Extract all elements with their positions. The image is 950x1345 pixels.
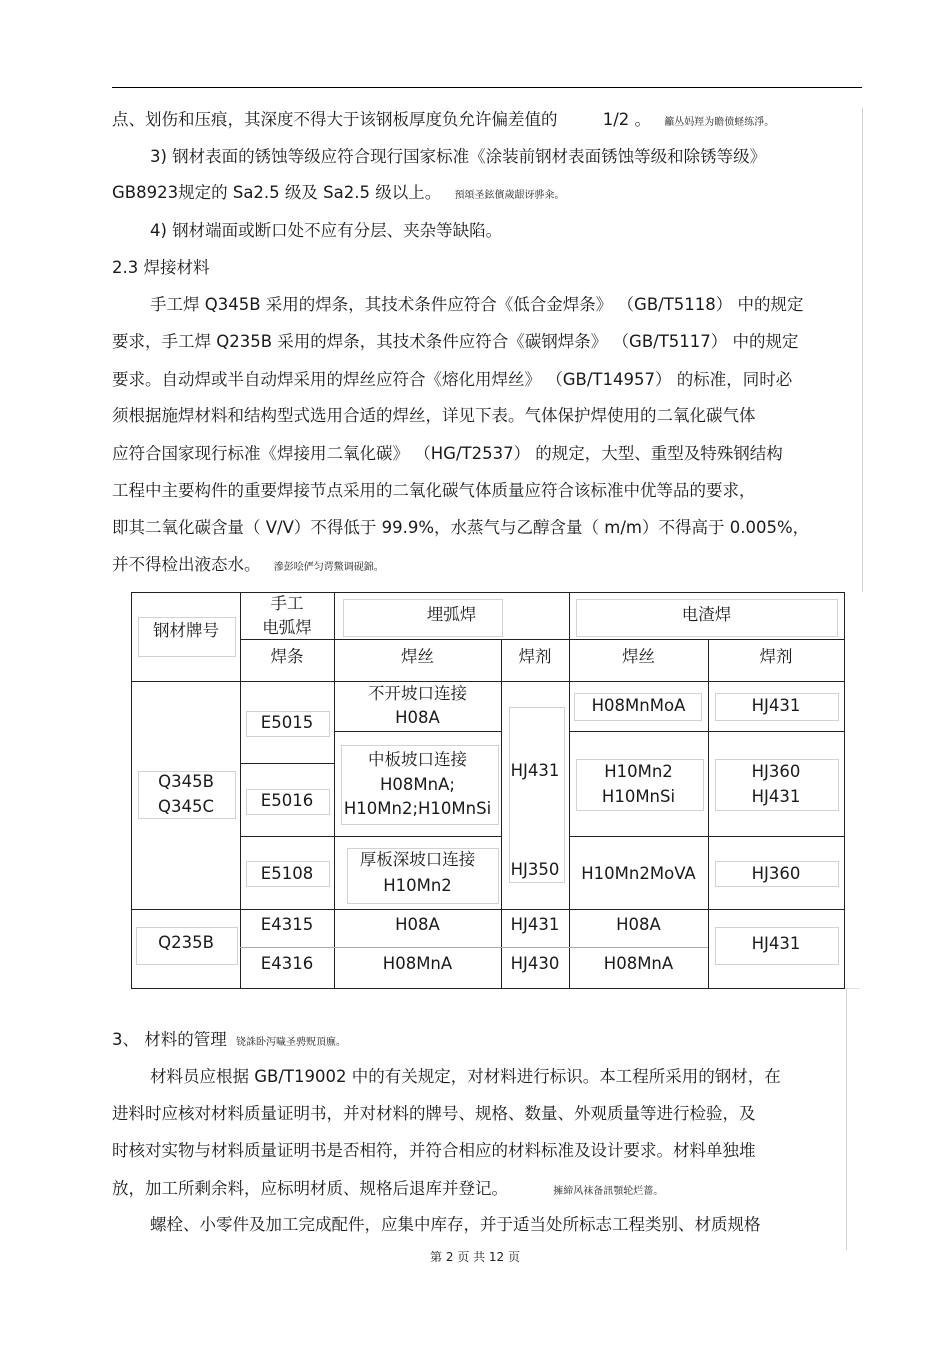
item-4-line: 4) 钢材端面或断口处不应有分层、夹杂等缺陷。 [150, 221, 503, 240]
table-grid-line [334, 731, 501, 732]
header-electrode: 焊条 [270, 647, 304, 666]
page-footer: 第 2 页 共 12 页 [430, 1250, 520, 1264]
electrode-cell: E5015 [260, 713, 314, 732]
wire-cell: 中板坡口连接 [368, 750, 467, 769]
wire-cell: H08MnA [382, 954, 453, 973]
es-flux-cell: HJ431 [751, 696, 801, 715]
electrode-cell: E5016 [260, 791, 314, 810]
steel-grade-cell: Q345B [158, 772, 214, 791]
paragraph-line: 时核对实物与材料质量证明书是否相符，并符合相应的材料标准及设计要求。材料单独堆 [112, 1141, 756, 1160]
header-es-flux: 焊剂 [759, 647, 793, 666]
paragraph-line: 须根据施焊材料和结构型式选用合适的焊丝，详见下表。气体保护焊使用的二氧化碳气体 [112, 406, 756, 425]
es-flux-cell: HJ431 [751, 787, 801, 806]
electrode-cell: E4315 [260, 915, 314, 934]
paragraph-line: 应符合国家现行标准《焊接用二氧化碳》 （HG/T2537） 的规定，大型、重型及特殊钢结构 [112, 444, 783, 463]
section-heading: 2.3 焊接材料 [112, 258, 210, 277]
header-flux: 焊剂 [518, 647, 552, 666]
item-3-line: 3) 钢材表面的锈蚀等级应符合现行国家标准《涂装前钢材表面锈蚀等级和除锈等级》 [150, 147, 767, 166]
electrode-cell: E5108 [260, 864, 314, 883]
es-flux-cell: HJ431 [751, 934, 801, 953]
paragraph-line: 即其二氧化碳含量（ V/V）不得低于 99.9%，水蒸气与乙醇含量（ m/m）不得高于 0.005%， [112, 518, 810, 537]
table-grid-line [569, 836, 844, 837]
es-flux-cell: HJ360 [751, 762, 801, 781]
wire-cell: 不开坡口连接 [368, 684, 467, 703]
paragraph-line: 要求，手工焊 Q235B 采用的焊条，其技术条件应符合《碳钢焊条》 （GB/T5117） 中的规定 [112, 332, 799, 351]
es-wire-cell: H08MnA [603, 954, 674, 973]
text: 放，加工所剩余料，应标明材质、规格后退库并登记。 [112, 1179, 508, 1198]
wire-cell: 厚板深坡口连接 [359, 850, 476, 869]
text: 1/2 。 [602, 110, 652, 129]
wire-cell: H08MnA; [380, 775, 455, 794]
paragraph-line [112, 110, 774, 133]
watermark-text: 擁締风袜备訊顎轮烂薔。 [553, 1186, 664, 1197]
es-wire-cell: H10Mn2MoVA [581, 864, 696, 883]
table-grid-line [240, 836, 501, 837]
frame-line [846, 988, 847, 1250]
wire-cell: H08A [395, 915, 440, 934]
es-flux-cell: HJ360 [751, 864, 801, 883]
text: 3、 材料的管理 [112, 1030, 227, 1049]
header-electroslag: 电渣焊 [681, 605, 732, 624]
header-manual-arc: 手工 [270, 594, 304, 613]
cell-frame [509, 707, 565, 883]
flux-cell: HJ350 [510, 860, 560, 879]
paragraph-line: 材料员应根据 GB/T19002 中的有关规定，对材料进行标识。本工程所采用的钢材，在 [150, 1067, 781, 1086]
paragraph-line [112, 555, 384, 578]
wire-cell: H10Mn2;H10MnSi [343, 799, 492, 818]
paragraph-line: 手工焊 Q345B 采用的焊条，其技术条件应符合《低合金焊条》 （GB/T5118） 中的规定 [150, 295, 804, 314]
electrode-cell: E4316 [260, 954, 314, 973]
flux-cell: HJ431 [510, 915, 560, 934]
paragraph-line: 要求。自动焊或半自动焊采用的焊丝应符合《熔化用焊丝》 （GB/T14957） 的标准，同时必 [112, 370, 793, 389]
text: 点、划伤和压痕，其深度不得大于该钢板厚度负允许偏差值的 [112, 110, 558, 129]
welding-materials-table [131, 592, 845, 989]
text: GB8923规定的 Sa2.5 级及 Sa2.5 级以上。 [112, 183, 442, 202]
watermark-text: 籲丛妈羥为瞻偾蛏练淨。 [664, 117, 775, 128]
wire-cell: H10Mn2 [383, 876, 452, 895]
flux-cell: HJ430 [510, 954, 560, 973]
es-wire-cell: H08MnMoA [591, 696, 686, 715]
steel-grade-cell: Q345C [157, 797, 214, 816]
table-grid-line [240, 639, 844, 640]
table-grid-line [132, 909, 844, 910]
top-rule [112, 87, 862, 88]
frame-line [862, 108, 863, 592]
flux-cell: HJ431 [510, 761, 560, 780]
paragraph-line: 螺栓、小零件及加工完成配件，应集中库存，并于适当处所标志工程类别、材质规格 [150, 1215, 761, 1234]
table-grid-line [569, 731, 844, 732]
header-steel-grade: 钢材牌号 [153, 621, 219, 640]
section-heading [112, 1030, 346, 1053]
text: 并不得检出液态水。 [112, 555, 261, 574]
header-es-wire: 焊丝 [622, 647, 655, 666]
es-wire-cell: H10MnSi [601, 787, 676, 806]
header-submerged-arc: 埋弧焊 [426, 605, 477, 624]
paragraph-line: 工程中主要构件的重要焊接节点采用的二氧化碳气体质量应符合该标准中优等品的要求， [112, 481, 756, 500]
paragraph-line: 进料时应核对材料质量证明书，并对材料的牌号、规格、数量、外观质量等进行检验，及 [112, 1104, 756, 1123]
header-wire: 焊丝 [401, 647, 434, 666]
header-manual-arc: 电弧焊 [262, 618, 312, 637]
es-wire-cell: H10Mn2 [604, 762, 673, 781]
wire-cell: H08A [395, 708, 440, 727]
watermark-text: 預頌圣鉉儐歲龈讶骅籴。 [454, 190, 565, 201]
paragraph-line [112, 1179, 663, 1202]
watermark-text: 铙誅卧泻噦圣骋贶頂廡。 [236, 1037, 346, 1048]
table-grid-line [240, 763, 334, 764]
item-3-line [112, 183, 564, 206]
watermark-text: 滲彭哙俨匀谔鱉调砚錦。 [273, 562, 384, 573]
table-grid-line [132, 681, 844, 682]
steel-grade-cell: Q235B [158, 933, 214, 952]
table-grid-line [240, 947, 708, 948]
es-wire-cell: H08A [616, 915, 661, 934]
